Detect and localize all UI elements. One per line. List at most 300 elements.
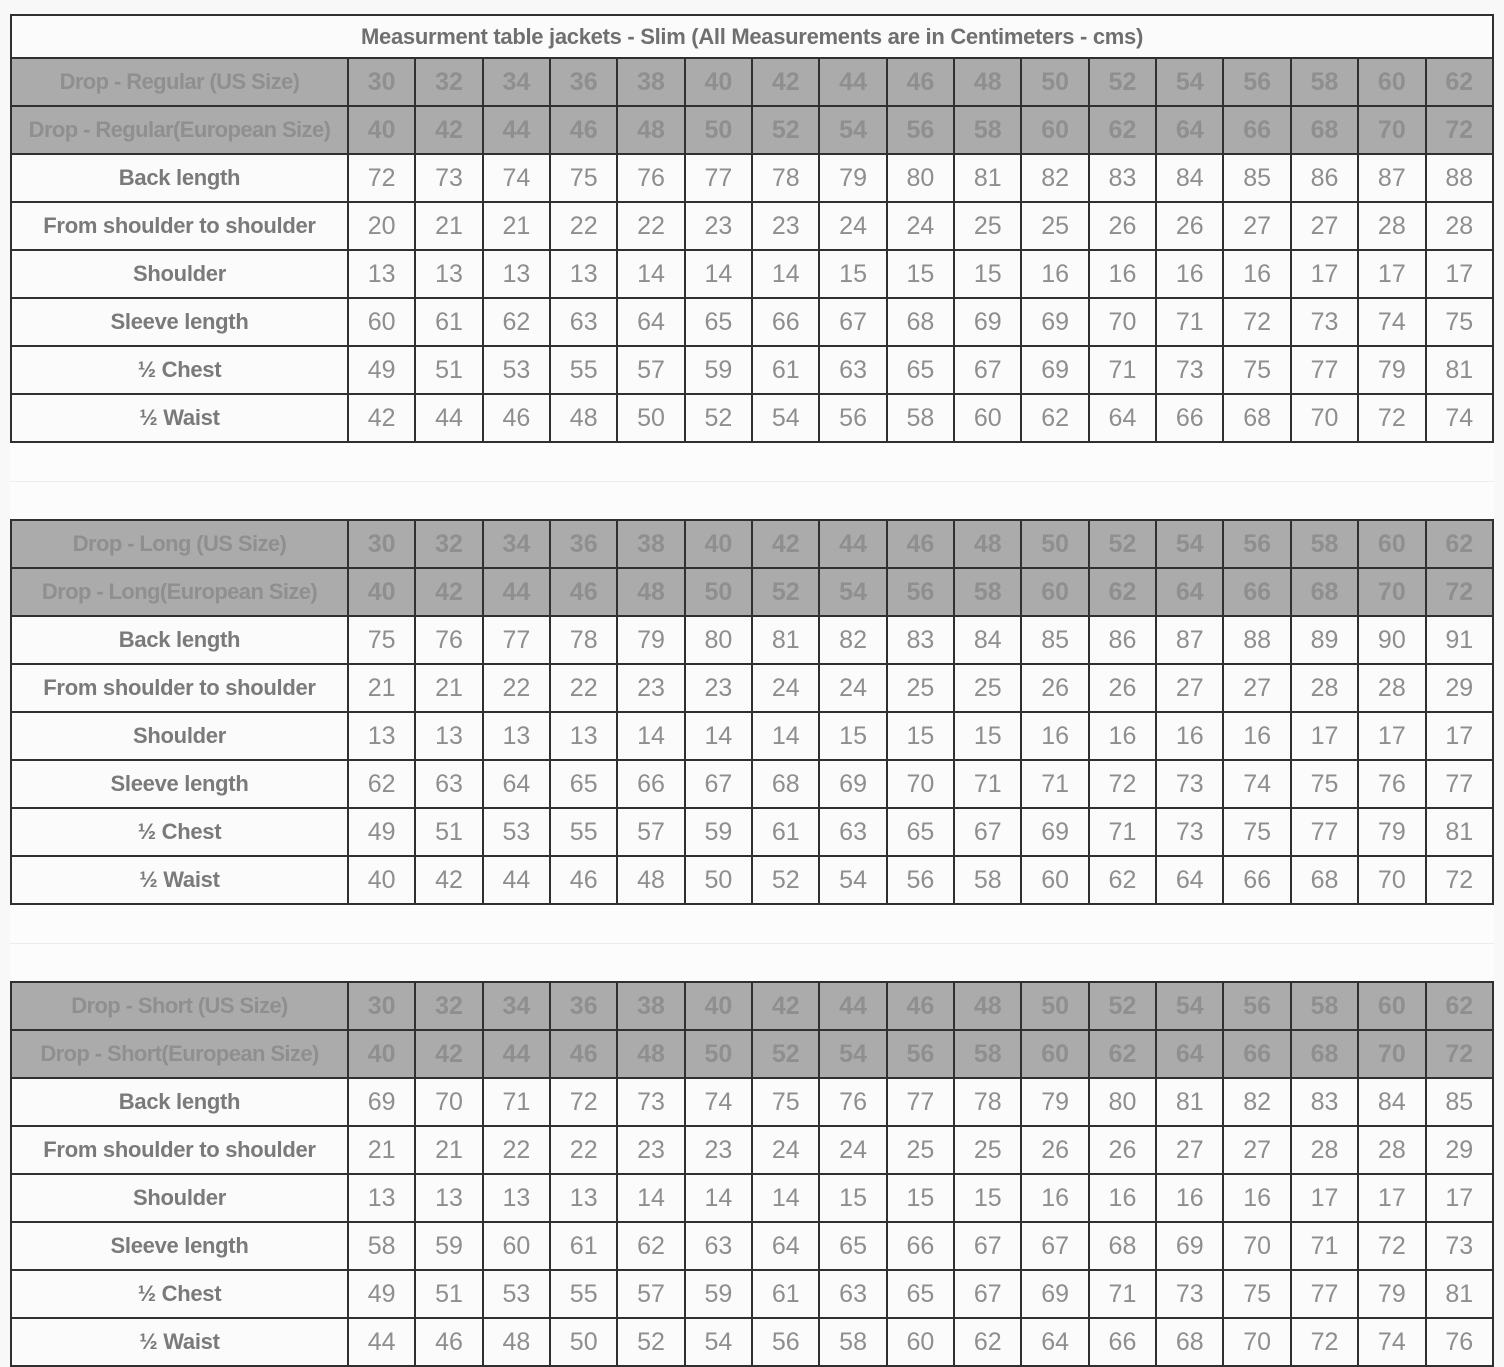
measurement-value-cell: 60 bbox=[887, 1318, 954, 1366]
measurement-value-cell: 66 bbox=[1089, 1318, 1156, 1366]
size-value-cell: 38 bbox=[617, 982, 684, 1030]
measurement-value-cell: 70 bbox=[887, 760, 954, 808]
measurement-value-cell: 21 bbox=[415, 664, 482, 712]
size-value-cell: 72 bbox=[1426, 106, 1494, 154]
measurement-value-cell: 15 bbox=[819, 1174, 886, 1222]
measurement-value-cell: 72 bbox=[1223, 298, 1290, 346]
measurement-row bbox=[11, 1126, 1493, 1174]
measurement-value-cell: 65 bbox=[887, 1270, 954, 1318]
measurement-value-cell: 66 bbox=[617, 760, 684, 808]
measurement-value-cell: 27 bbox=[1156, 1126, 1223, 1174]
size-value-cell: 50 bbox=[1021, 58, 1088, 106]
measurement-value-cell: 66 bbox=[752, 298, 819, 346]
measurement-value-cell: 60 bbox=[483, 1222, 550, 1270]
measurement-value-cell: 73 bbox=[617, 1078, 684, 1126]
size-header-row bbox=[11, 58, 1493, 106]
size-value-cell: 30 bbox=[348, 520, 415, 568]
measurement-value-cell: 88 bbox=[1223, 616, 1290, 664]
measurement-value-cell: 71 bbox=[1021, 760, 1088, 808]
measurement-row bbox=[11, 712, 1493, 760]
measurement-value-cell: 78 bbox=[752, 154, 819, 202]
measurement-value-cell: 23 bbox=[617, 664, 684, 712]
measurement-value-cell: 15 bbox=[954, 1174, 1021, 1222]
size-value-cell: 62 bbox=[1089, 1030, 1156, 1078]
measurement-value-cell: 16 bbox=[1223, 250, 1290, 298]
measurement-value-cell: 23 bbox=[685, 1126, 752, 1174]
measurement-value-cell: 16 bbox=[1156, 1174, 1223, 1222]
measurement-value-cell: 22 bbox=[483, 1126, 550, 1174]
measurement-value-cell: 80 bbox=[1089, 1078, 1156, 1126]
size-value-cell: 70 bbox=[1358, 568, 1425, 616]
measurement-row-label: From shoulder to shoulder bbox=[11, 1126, 348, 1174]
size-value-cell: 58 bbox=[1291, 58, 1358, 106]
measurement-row-label: Sleeve length bbox=[11, 760, 348, 808]
measurement-value-cell: 28 bbox=[1291, 664, 1358, 712]
measurement-row bbox=[11, 346, 1493, 394]
measurement-value-cell: 13 bbox=[550, 712, 617, 760]
size-value-cell: 42 bbox=[752, 982, 819, 1030]
measurement-value-cell: 50 bbox=[617, 394, 684, 442]
size-row-label: Drop - Regular (US Size) bbox=[11, 58, 348, 106]
measurement-value-cell: 76 bbox=[1426, 1318, 1494, 1366]
measurement-value-cell: 79 bbox=[819, 154, 886, 202]
size-value-cell: 52 bbox=[1089, 58, 1156, 106]
measurement-value-cell: 75 bbox=[348, 616, 415, 664]
measurement-value-cell: 76 bbox=[617, 154, 684, 202]
measurement-value-cell: 86 bbox=[1291, 154, 1358, 202]
measurement-value-cell: 79 bbox=[1358, 346, 1425, 394]
measurement-value-cell: 13 bbox=[550, 250, 617, 298]
measurement-value-cell: 14 bbox=[685, 712, 752, 760]
size-value-cell: 62 bbox=[1089, 568, 1156, 616]
size-value-cell: 58 bbox=[1291, 982, 1358, 1030]
measurement-value-cell: 22 bbox=[550, 202, 617, 250]
measurement-value-cell: 24 bbox=[752, 1126, 819, 1174]
measurement-value-cell: 25 bbox=[954, 1126, 1021, 1174]
size-value-cell: 70 bbox=[1358, 1030, 1425, 1078]
size-value-cell: 48 bbox=[617, 568, 684, 616]
measurement-value-cell: 13 bbox=[415, 1174, 482, 1222]
measurement-value-cell: 84 bbox=[954, 616, 1021, 664]
measurement-value-cell: 61 bbox=[415, 298, 482, 346]
measurement-value-cell: 54 bbox=[752, 394, 819, 442]
measurement-value-cell: 25 bbox=[954, 202, 1021, 250]
size-value-cell: 60 bbox=[1358, 58, 1425, 106]
measurement-value-cell: 55 bbox=[550, 346, 617, 394]
size-value-cell: 36 bbox=[550, 982, 617, 1030]
size-header-row bbox=[11, 106, 1493, 154]
size-value-cell: 50 bbox=[685, 106, 752, 154]
measurement-value-cell: 51 bbox=[415, 808, 482, 856]
measurement-value-cell: 57 bbox=[617, 346, 684, 394]
measurement-value-cell: 16 bbox=[1021, 1174, 1088, 1222]
measurement-value-cell: 72 bbox=[348, 154, 415, 202]
measurement-value-cell: 15 bbox=[954, 250, 1021, 298]
measurement-value-cell: 77 bbox=[685, 154, 752, 202]
measurement-value-cell: 13 bbox=[483, 1174, 550, 1222]
measurement-value-cell: 67 bbox=[819, 298, 886, 346]
size-value-cell: 50 bbox=[685, 1030, 752, 1078]
size-value-cell: 42 bbox=[752, 58, 819, 106]
measurement-value-cell: 65 bbox=[685, 298, 752, 346]
measurement-row bbox=[11, 202, 1493, 250]
measurement-value-cell: 62 bbox=[483, 298, 550, 346]
measurement-row-label: From shoulder to shoulder bbox=[11, 664, 348, 712]
measurement-value-cell: 61 bbox=[752, 1270, 819, 1318]
measurement-value-cell: 81 bbox=[1426, 808, 1494, 856]
measurement-value-cell: 72 bbox=[1291, 1318, 1358, 1366]
measurement-value-cell: 44 bbox=[483, 856, 550, 904]
measurement-value-cell: 70 bbox=[1089, 298, 1156, 346]
size-value-cell: 36 bbox=[550, 58, 617, 106]
measurement-value-cell: 56 bbox=[887, 856, 954, 904]
measurement-value-cell: 80 bbox=[887, 154, 954, 202]
measurement-value-cell: 59 bbox=[685, 346, 752, 394]
size-value-cell: 58 bbox=[954, 1030, 1021, 1078]
measurement-value-cell: 22 bbox=[617, 202, 684, 250]
size-value-cell: 62 bbox=[1426, 520, 1494, 568]
measurement-value-cell: 27 bbox=[1223, 664, 1290, 712]
measurement-value-cell: 27 bbox=[1223, 202, 1290, 250]
measurement-value-cell: 62 bbox=[954, 1318, 1021, 1366]
measurement-value-cell: 62 bbox=[348, 760, 415, 808]
measurement-value-cell: 42 bbox=[415, 856, 482, 904]
measurement-value-cell: 79 bbox=[617, 616, 684, 664]
size-value-cell: 52 bbox=[1089, 982, 1156, 1030]
measurement-value-cell: 74 bbox=[685, 1078, 752, 1126]
measurement-value-cell: 72 bbox=[1358, 394, 1425, 442]
measurement-value-cell: 53 bbox=[483, 346, 550, 394]
measurement-value-cell: 85 bbox=[1021, 616, 1088, 664]
measurement-value-cell: 66 bbox=[1156, 394, 1223, 442]
size-value-cell: 70 bbox=[1358, 106, 1425, 154]
spacer-divider-line bbox=[10, 943, 1494, 944]
measurement-value-cell: 77 bbox=[1291, 346, 1358, 394]
measurement-value-cell: 23 bbox=[752, 202, 819, 250]
size-value-cell: 62 bbox=[1426, 982, 1494, 1030]
measurement-value-cell: 16 bbox=[1223, 712, 1290, 760]
measurement-value-cell: 26 bbox=[1089, 664, 1156, 712]
measurement-value-cell: 69 bbox=[819, 760, 886, 808]
measurement-value-cell: 21 bbox=[348, 664, 415, 712]
measurement-value-cell: 58 bbox=[348, 1222, 415, 1270]
measurement-value-cell: 21 bbox=[348, 1126, 415, 1174]
measurement-value-cell: 23 bbox=[685, 202, 752, 250]
size-value-cell: 68 bbox=[1291, 568, 1358, 616]
size-value-cell: 34 bbox=[483, 982, 550, 1030]
measurement-value-cell: 73 bbox=[1156, 808, 1223, 856]
measurement-value-cell: 70 bbox=[1223, 1222, 1290, 1270]
measurement-value-cell: 72 bbox=[550, 1078, 617, 1126]
size-value-cell: 40 bbox=[685, 58, 752, 106]
measurement-value-cell: 15 bbox=[887, 712, 954, 760]
measurement-value-cell: 23 bbox=[685, 664, 752, 712]
measurement-value-cell: 14 bbox=[617, 1174, 684, 1222]
measurement-value-cell: 14 bbox=[685, 1174, 752, 1222]
measurement-value-cell: 70 bbox=[415, 1078, 482, 1126]
measurement-value-cell: 16 bbox=[1089, 712, 1156, 760]
measurement-value-cell: 13 bbox=[348, 712, 415, 760]
size-value-cell: 72 bbox=[1426, 1030, 1494, 1078]
measurement-value-cell: 50 bbox=[685, 856, 752, 904]
size-value-cell: 54 bbox=[819, 1030, 886, 1078]
measurement-value-cell: 15 bbox=[887, 1174, 954, 1222]
measurement-value-cell: 69 bbox=[954, 298, 1021, 346]
measurement-value-cell: 82 bbox=[819, 616, 886, 664]
measurement-row-label: Sleeve length bbox=[11, 298, 348, 346]
measurement-row bbox=[11, 1174, 1493, 1222]
measurement-value-cell: 76 bbox=[415, 616, 482, 664]
measurement-value-cell: 70 bbox=[1223, 1318, 1290, 1366]
size-row-label: Drop - Short(European Size) bbox=[11, 1030, 348, 1078]
size-value-cell: 52 bbox=[752, 1030, 819, 1078]
measurement-value-cell: 25 bbox=[1021, 202, 1088, 250]
measurement-value-cell: 13 bbox=[483, 250, 550, 298]
size-value-cell: 48 bbox=[954, 982, 1021, 1030]
size-value-cell: 44 bbox=[819, 520, 886, 568]
measurement-value-cell: 61 bbox=[550, 1222, 617, 1270]
measurement-value-cell: 72 bbox=[1089, 760, 1156, 808]
size-value-cell: 38 bbox=[617, 520, 684, 568]
size-value-cell: 46 bbox=[887, 520, 954, 568]
measurement-value-cell: 14 bbox=[752, 250, 819, 298]
measurement-value-cell: 17 bbox=[1426, 250, 1494, 298]
size-value-cell: 64 bbox=[1156, 568, 1223, 616]
size-value-cell: 46 bbox=[550, 106, 617, 154]
measurement-value-cell: 51 bbox=[415, 346, 482, 394]
measurement-value-cell: 82 bbox=[1223, 1078, 1290, 1126]
measurement-row-label: ½ Chest bbox=[11, 808, 348, 856]
measurement-value-cell: 79 bbox=[1021, 1078, 1088, 1126]
size-value-cell: 66 bbox=[1223, 568, 1290, 616]
measurement-value-cell: 15 bbox=[819, 712, 886, 760]
measurement-value-cell: 67 bbox=[954, 808, 1021, 856]
measurement-row bbox=[11, 664, 1493, 712]
measurement-value-cell: 74 bbox=[483, 154, 550, 202]
measurement-value-cell: 13 bbox=[415, 250, 482, 298]
measurement-row bbox=[11, 856, 1493, 904]
measurement-value-cell: 57 bbox=[617, 808, 684, 856]
size-value-cell: 54 bbox=[819, 568, 886, 616]
measurement-value-cell: 64 bbox=[483, 760, 550, 808]
measurement-value-cell: 67 bbox=[1021, 1222, 1088, 1270]
measurement-value-cell: 75 bbox=[550, 154, 617, 202]
measurement-value-cell: 62 bbox=[617, 1222, 684, 1270]
size-value-cell: 52 bbox=[752, 568, 819, 616]
measurement-value-cell: 79 bbox=[1358, 808, 1425, 856]
measurement-value-cell: 63 bbox=[685, 1222, 752, 1270]
size-value-cell: 40 bbox=[348, 106, 415, 154]
measurement-value-cell: 13 bbox=[348, 1174, 415, 1222]
measurement-value-cell: 68 bbox=[1291, 856, 1358, 904]
size-value-cell: 46 bbox=[550, 1030, 617, 1078]
measurement-row-label: Back length bbox=[11, 154, 348, 202]
section-spacer bbox=[10, 905, 1494, 981]
size-value-cell: 56 bbox=[887, 568, 954, 616]
measurement-value-cell: 71 bbox=[1089, 346, 1156, 394]
measurement-value-cell: 69 bbox=[1021, 298, 1088, 346]
measurement-value-cell: 14 bbox=[617, 250, 684, 298]
measurement-value-cell: 81 bbox=[1426, 1270, 1494, 1318]
measurement-value-cell: 13 bbox=[550, 1174, 617, 1222]
measurement-value-cell: 17 bbox=[1426, 1174, 1494, 1222]
size-value-cell: 46 bbox=[887, 982, 954, 1030]
measurement-value-cell: 71 bbox=[483, 1078, 550, 1126]
size-value-cell: 42 bbox=[415, 1030, 482, 1078]
measurement-row bbox=[11, 154, 1493, 202]
measurement-value-cell: 77 bbox=[483, 616, 550, 664]
measurement-value-cell: 49 bbox=[348, 808, 415, 856]
measurement-value-cell: 63 bbox=[819, 1270, 886, 1318]
measurement-value-cell: 81 bbox=[1426, 346, 1494, 394]
measurement-value-cell: 77 bbox=[1291, 808, 1358, 856]
measurement-value-cell: 54 bbox=[685, 1318, 752, 1366]
measurement-row bbox=[11, 298, 1493, 346]
size-header-row bbox=[11, 568, 1493, 616]
measurement-value-cell: 68 bbox=[1223, 394, 1290, 442]
measurement-row-label: ½ Waist bbox=[11, 856, 348, 904]
measurement-row-label: Shoulder bbox=[11, 250, 348, 298]
measurement-value-cell: 69 bbox=[1156, 1222, 1223, 1270]
measurement-value-cell: 63 bbox=[819, 808, 886, 856]
size-value-cell: 40 bbox=[348, 1030, 415, 1078]
measurement-value-cell: 73 bbox=[415, 154, 482, 202]
measurement-value-cell: 81 bbox=[1156, 1078, 1223, 1126]
measurement-value-cell: 73 bbox=[1156, 1270, 1223, 1318]
measurement-value-cell: 26 bbox=[1021, 1126, 1088, 1174]
spacer-divider-line bbox=[10, 481, 1494, 482]
measurement-value-cell: 54 bbox=[819, 856, 886, 904]
measurement-value-cell: 69 bbox=[1021, 808, 1088, 856]
size-value-cell: 34 bbox=[483, 58, 550, 106]
size-value-cell: 48 bbox=[954, 520, 1021, 568]
measurement-row-label: From shoulder to shoulder bbox=[11, 202, 348, 250]
measurement-value-cell: 68 bbox=[1156, 1318, 1223, 1366]
measurement-value-cell: 28 bbox=[1291, 1126, 1358, 1174]
table-title-row bbox=[11, 15, 1493, 58]
measurement-value-cell: 16 bbox=[1223, 1174, 1290, 1222]
size-value-cell: 48 bbox=[617, 106, 684, 154]
measurement-value-cell: 65 bbox=[887, 808, 954, 856]
measurement-value-cell: 46 bbox=[483, 394, 550, 442]
size-header-row bbox=[11, 982, 1493, 1030]
measurement-value-cell: 27 bbox=[1156, 664, 1223, 712]
measurement-value-cell: 69 bbox=[348, 1078, 415, 1126]
measurement-value-cell: 26 bbox=[1156, 202, 1223, 250]
size-value-cell: 44 bbox=[819, 982, 886, 1030]
size-value-cell: 30 bbox=[348, 58, 415, 106]
measurement-value-cell: 78 bbox=[954, 1078, 1021, 1126]
measurement-value-cell: 75 bbox=[1291, 760, 1358, 808]
measurement-value-cell: 72 bbox=[1358, 1222, 1425, 1270]
measurement-value-cell: 24 bbox=[819, 664, 886, 712]
measurement-value-cell: 16 bbox=[1021, 712, 1088, 760]
measurement-value-cell: 83 bbox=[1291, 1078, 1358, 1126]
measurement-value-cell: 74 bbox=[1223, 760, 1290, 808]
size-value-cell: 46 bbox=[887, 58, 954, 106]
measurement-value-cell: 58 bbox=[819, 1318, 886, 1366]
size-value-cell: 64 bbox=[1156, 106, 1223, 154]
measurement-value-cell: 75 bbox=[1223, 1270, 1290, 1318]
measurement-value-cell: 17 bbox=[1291, 712, 1358, 760]
measurement-value-cell: 48 bbox=[483, 1318, 550, 1366]
measurement-value-cell: 59 bbox=[685, 1270, 752, 1318]
measurement-value-cell: 16 bbox=[1156, 712, 1223, 760]
measurement-value-cell: 17 bbox=[1426, 712, 1494, 760]
measurement-value-cell: 62 bbox=[1021, 394, 1088, 442]
size-value-cell: 62 bbox=[1089, 106, 1156, 154]
measurement-row-label: ½ Waist bbox=[11, 394, 348, 442]
size-value-cell: 60 bbox=[1358, 982, 1425, 1030]
measurement-value-cell: 14 bbox=[617, 712, 684, 760]
measurement-value-cell: 27 bbox=[1223, 1126, 1290, 1174]
size-value-cell: 44 bbox=[483, 106, 550, 154]
size-value-cell: 32 bbox=[415, 982, 482, 1030]
measurement-value-cell: 21 bbox=[415, 202, 482, 250]
measurement-value-cell: 17 bbox=[1358, 712, 1425, 760]
size-value-cell: 54 bbox=[1156, 520, 1223, 568]
measurement-value-cell: 49 bbox=[348, 346, 415, 394]
measurement-value-cell: 25 bbox=[887, 1126, 954, 1174]
measurement-value-cell: 80 bbox=[685, 616, 752, 664]
measurement-value-cell: 83 bbox=[887, 616, 954, 664]
size-value-cell: 42 bbox=[415, 568, 482, 616]
measurement-value-cell: 53 bbox=[483, 1270, 550, 1318]
measurement-value-cell: 68 bbox=[887, 298, 954, 346]
size-header-row bbox=[11, 1030, 1493, 1078]
measurement-row bbox=[11, 1222, 1493, 1270]
jacket-slim-regular-table bbox=[10, 14, 1494, 443]
measurement-value-cell: 52 bbox=[617, 1318, 684, 1366]
measurement-value-cell: 62 bbox=[1089, 856, 1156, 904]
measurement-value-cell: 63 bbox=[819, 346, 886, 394]
size-value-cell: 56 bbox=[887, 106, 954, 154]
measurement-value-cell: 67 bbox=[954, 1222, 1021, 1270]
measurement-value-cell: 69 bbox=[1021, 1270, 1088, 1318]
size-value-cell: 66 bbox=[1223, 1030, 1290, 1078]
measurement-value-cell: 15 bbox=[887, 250, 954, 298]
measurement-value-cell: 63 bbox=[550, 298, 617, 346]
measurement-value-cell: 77 bbox=[1426, 760, 1494, 808]
measurement-value-cell: 17 bbox=[1358, 1174, 1425, 1222]
measurement-row-label: ½ Chest bbox=[11, 1270, 348, 1318]
measurement-row bbox=[11, 1270, 1493, 1318]
measurement-value-cell: 17 bbox=[1358, 250, 1425, 298]
measurement-value-cell: 75 bbox=[1426, 298, 1494, 346]
measurement-value-cell: 29 bbox=[1426, 1126, 1494, 1174]
size-value-cell: 60 bbox=[1021, 106, 1088, 154]
measurement-value-cell: 71 bbox=[1291, 1222, 1358, 1270]
measurement-value-cell: 46 bbox=[550, 856, 617, 904]
size-value-cell: 54 bbox=[1156, 58, 1223, 106]
measurement-value-cell: 13 bbox=[483, 712, 550, 760]
measurement-value-cell: 16 bbox=[1089, 1174, 1156, 1222]
measurement-value-cell: 23 bbox=[617, 1126, 684, 1174]
measurement-value-cell: 61 bbox=[752, 808, 819, 856]
measurement-value-cell: 51 bbox=[415, 1270, 482, 1318]
measurement-value-cell: 48 bbox=[550, 394, 617, 442]
measurement-value-cell: 16 bbox=[1089, 250, 1156, 298]
measurement-value-cell: 66 bbox=[1223, 856, 1290, 904]
measurement-value-cell: 64 bbox=[1021, 1318, 1088, 1366]
size-header-row bbox=[11, 520, 1493, 568]
size-value-cell: 48 bbox=[617, 1030, 684, 1078]
measurement-value-cell: 28 bbox=[1358, 202, 1425, 250]
measurement-value-cell: 79 bbox=[1358, 1270, 1425, 1318]
size-value-cell: 44 bbox=[819, 58, 886, 106]
measurement-value-cell: 44 bbox=[415, 394, 482, 442]
measurement-value-cell: 26 bbox=[1089, 1126, 1156, 1174]
